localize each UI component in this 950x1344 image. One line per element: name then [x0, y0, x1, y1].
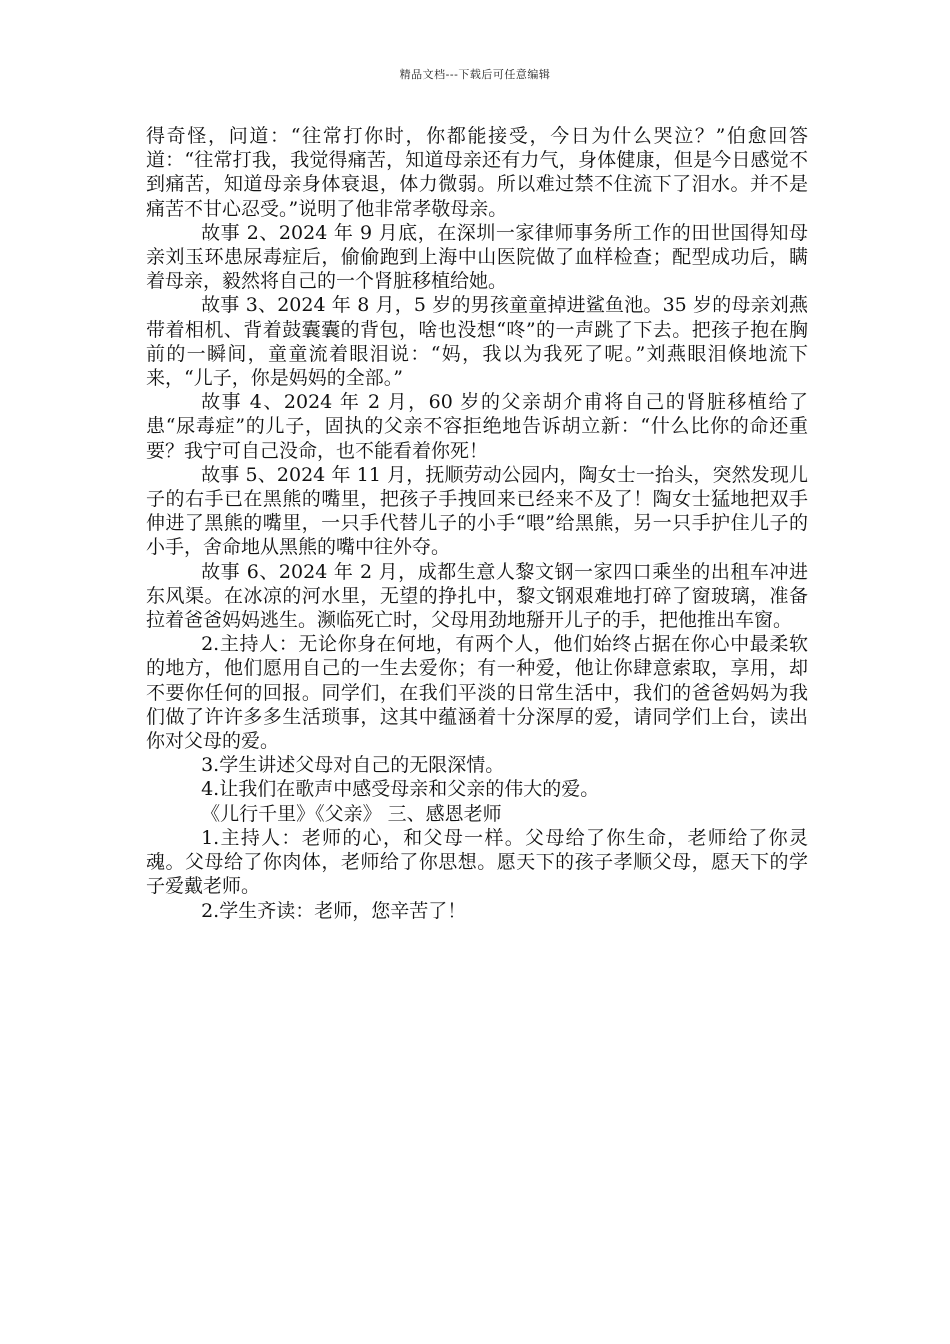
- paragraph-story-2: 故事 2、2024 年 9 月底，在深圳一家律师事务所工作的田世国得知母亲刘玉环患尿毒症后，偷偷跑到上海中山医院做了血样检查；配型成功后，瞒着母亲，毅然将自己的一个肾脏移植给她。: [146, 221, 808, 293]
- paragraph-story-6: 故事 6、2024 年 2 月，成都生意人黎文钢一家四口乘坐的出租车冲进东风渠。在冰凉的河水里，无望的挣扎中，黎文钢艰难地打碎了窗玻璃，准备拉着爸爸妈妈逃生。濒临死亡时，父母用劲地掰开儿子的手，把他推出车窗。: [146, 560, 808, 632]
- paragraph-story-3: 故事 3、2024 年 8 月，5 岁的男孩童童掉进鲨鱼池。35 岁的母亲刘燕带着相机、背着鼓囊囊的背包，啥也没想“咚”的一声跳了下去。把孩子抱在胸前的一瞬间，童童流着眼泪说：“妈，我以为我死了呢。”刘燕眼泪倏地流下来，“儿子，你是妈妈的全部。”: [146, 294, 808, 390]
- paragraph-item-4: 4.让我们在歌声中感受母亲和父亲的伟大的爱。: [201, 778, 600, 801]
- page-header: 精品文档---下载后可任意编辑: [399, 68, 551, 81]
- document-body: [146, 124, 808, 923]
- paragraph-host-2: 2.主持人：无论你身在何地，有两个人，他们始终占据在你心中最柔软的地方，他们愿用自己的一生去爱你；有一种爱，他让你肆意索取，享用，却不要你任何的回报。同学们，在我们平淡的日常生活中，我们的爸爸妈妈为我们做了许许多多生活琐事，这其中蕴涵着十分深厚的爱，请同学们上台，读出你对父母的爱。: [146, 633, 808, 753]
- paragraph-teacher-read: 2.学生齐读：老师，您辛苦了！: [201, 899, 467, 922]
- paragraph-item-3: 3.学生讲述父母对自己的无限深情。: [201, 754, 505, 777]
- paragraph-story-5: 故事 5、2024 年 11 月，抚顺劳动公园内，陶女士一抬头，突然发现儿子的右手已在黑熊的嘴里，把孩子手拽回来已经来不及了！陶女士猛地把双手伸进了黑熊的嘴里，一只手代替儿子的小手“喂”给黑熊，另一只手护住儿子的小手，舍命地从黑熊的嘴中往外夺。: [146, 463, 808, 559]
- paragraph-songs-section-3: 《儿行千里》《父亲》 三、感恩老师: [201, 802, 502, 825]
- paragraph-story-1-end: 得奇怪，问道：“往常打你时，你都能接受，今日为什么哭泣？”伯愈回答道：“往常打我，我觉得痛苦，知道母亲还有力气，身体健康，但是今日感觉不到痛苦，知道母亲身体衰退，体力微弱。所以难过禁不住流下了泪水。并不是痛苦不甘心忍受。”说明了他非常孝敬母亲。: [146, 125, 808, 220]
- paragraph-story-4: 故事 4、2024 年 2 月，60 岁的父亲胡介甫将自己的肾脏移植给了患“尿毒症”的儿子，固执的父亲不容拒绝地告诉胡立新：“什么比你的命还重要？我宁可自己没命，也不能看着你死！: [146, 391, 808, 462]
- paragraph-teacher-host: 1.主持人：老师的心，和父母一样。父母给了你生命，老师给了你灵魂。父母给了你肉体，老师给了你思想。愿天下的孩子孝顺父母，愿天下的学子爱戴老师。: [146, 826, 808, 898]
